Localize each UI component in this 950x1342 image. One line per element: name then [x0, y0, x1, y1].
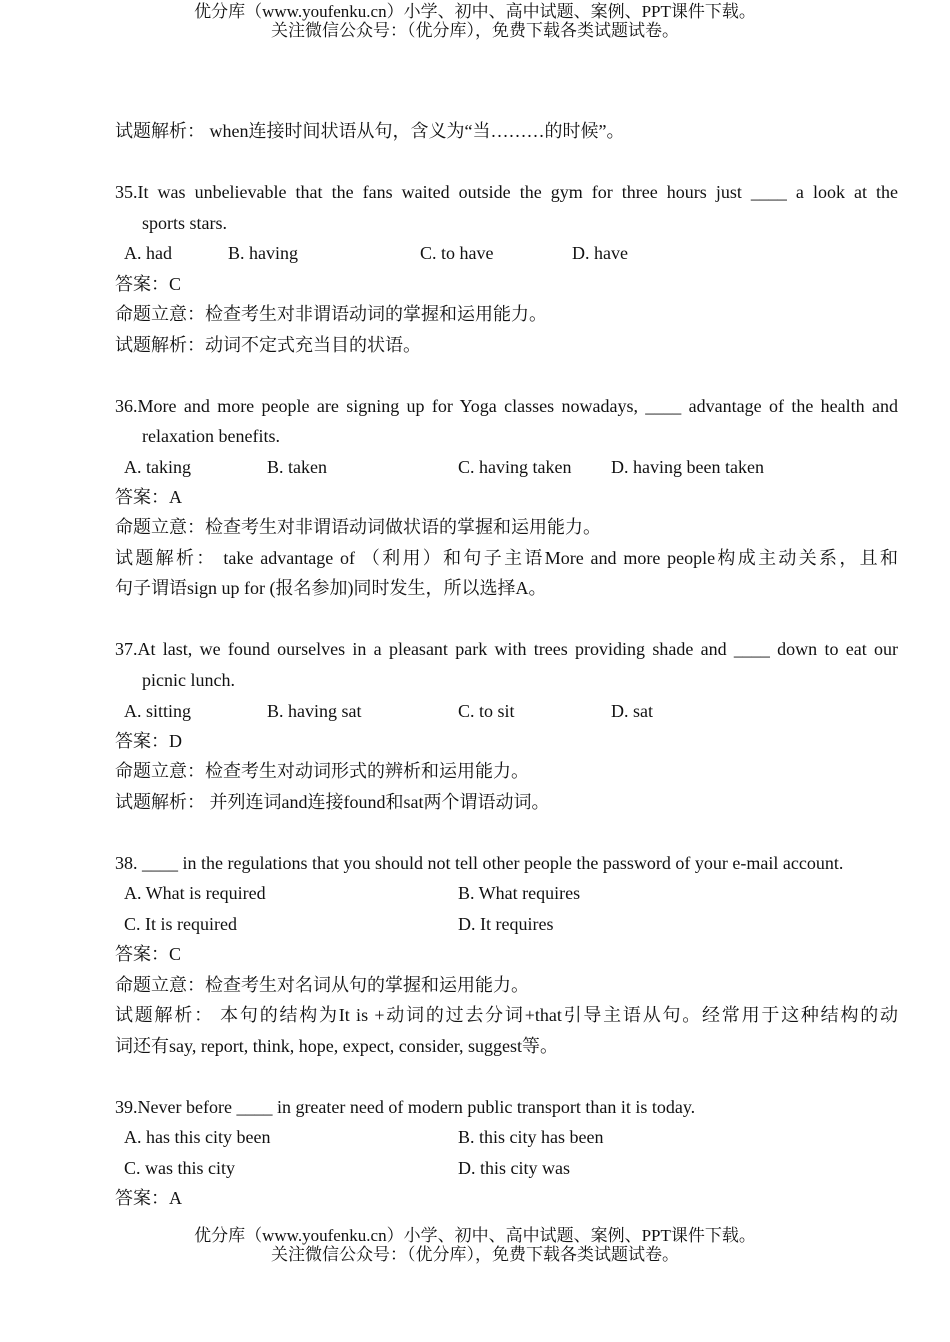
q36-analysis-cont: 句子谓语sign up for (报名参加)同时发生，所以选择A。 [115, 578, 547, 598]
q35-stem: 35.It was unbelievable that the fans waited outside the gym for three hours just ____ a look at the [115, 182, 898, 202]
q39-option-a: A. has this city been [124, 1127, 271, 1147]
q39-stem: 39.Never before ____ in greater need of modern public transport than it is today. [115, 1097, 696, 1117]
q36-option-c: C. having taken [458, 457, 572, 477]
q38-answer: 答案：C [115, 944, 182, 964]
q35-option-b: B. having [228, 243, 298, 263]
q38-option-d: D. It requires [458, 914, 554, 934]
q38-stem: 38. ____ in the regulations that you should not tell other people the password of your e-mail account. [115, 853, 844, 873]
page-header [0, 2, 950, 40]
q38-option-c: C. It is required [124, 914, 237, 934]
q36-stem-cont: relaxation benefits. [142, 426, 280, 446]
q35-option-c: C. to have [420, 243, 494, 263]
q39-answer: 答案：A [115, 1188, 182, 1208]
q36-stem: 36.More and more people are signing up for Yoga classes nowadays, ____ advantage of the health and [115, 396, 898, 416]
q37-answer: 答案：D [115, 731, 182, 751]
q39-option-b: B. this city has been [458, 1127, 604, 1147]
footer-line-1: 优分库（www.youfenku.cn）小学、初中、高中试题、案例、PPT课件下载。 [194, 1226, 756, 1245]
q37-option-d: D. sat [611, 701, 653, 721]
header-line-2: 关注微信公众号：（优分库），免费下载各类试题试卷。 [271, 21, 679, 40]
q38-intent: 命题立意：检查考生对名词从句的掌握和运用能力。 [115, 975, 529, 995]
q36-option-a: A. taking [124, 457, 191, 477]
q35-analysis: 试题解析：动词不定式充当目的状语。 [115, 335, 421, 355]
q38-option-a: A. What is required [124, 883, 266, 903]
q37-stem-cont: picnic lunch. [142, 670, 235, 690]
q37-option-c: C. to sit [458, 701, 515, 721]
footer-line-2: 关注微信公众号：（优分库），免费下载各类试题试卷。 [271, 1245, 679, 1264]
q38-analysis-cont: 词还有say, report, think, hope, expect, consider, suggest等。 [115, 1036, 559, 1056]
q37-option-a: A. sitting [124, 701, 192, 721]
q37-analysis: 试题解析： 并列连词and连接found和sat两个谓语动词。 [115, 792, 550, 812]
prev-analysis: 试题解析： when连接时间状语从句，含义为“当………的时候”。 [115, 121, 625, 141]
q38-analysis: 试题解析： 本句的结构为It is +动词的过去分词+that引导主语从句。经常用于这种结构的动 [115, 1005, 898, 1025]
q35-answer: 答案：C [115, 274, 182, 294]
q35-option-a: A. had [124, 243, 172, 263]
q35-option-d: D. have [572, 243, 628, 263]
q36-option-b: B. taken [267, 457, 327, 477]
q37-intent: 命题立意：检查考生对动词形式的辨析和运用能力。 [115, 761, 529, 781]
q35-intent: 命题立意：检查考生对非谓语动词的掌握和运用能力。 [115, 304, 547, 324]
q39-option-d: D. this city was [458, 1158, 570, 1178]
q36-answer: 答案：A [115, 487, 182, 507]
q39-option-c: C. was this city [124, 1158, 235, 1178]
q38-option-b: B. What requires [458, 883, 581, 903]
q37-option-b: B. having sat [267, 701, 362, 721]
header-line-1: 优分库（www.youfenku.cn）小学、初中、高中试题、案例、PPT课件下载。 [194, 2, 756, 21]
q35-stem-cont: sports stars. [142, 213, 227, 233]
q36-intent: 命题立意：检查考生对非谓语动词做状语的掌握和运用能力。 [115, 517, 601, 537]
q37-stem: 37.At last, we found ourselves in a pleasant park with trees providing shade and ____ down to eat our [115, 639, 898, 659]
page-footer [0, 1226, 950, 1264]
q36-option-d: D. having been taken [611, 457, 764, 477]
q36-analysis: 试题解析： take advantage of （利用）和句子主语More and more people构成主动关系，且和 [115, 548, 898, 568]
